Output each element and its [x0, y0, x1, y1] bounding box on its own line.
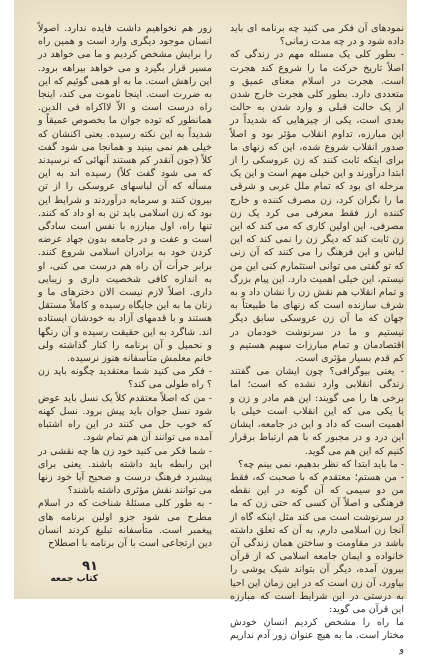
paragraph: - من که اصلاً معتقدم کلاً یک نسل باید عوض شود نسل جوان باید پیش برود. نسل کهنه که خوب حل می کنند در این راه اشتباه آمده می توانند آن هم تمام شود.: [38, 392, 212, 444]
paragraph: - شما فکر می کنید خود زن ها چه نقشی در این رابطه باید داشته باشند. یعنی برای پیشبرد فرهنگ درست و صحیح آیا خود زنها می توانند نقش مؤثری داشته باشند؟: [38, 445, 212, 497]
paragraph: - ما باید ابتدا که نظر بدهیم، نمی بینم چه؟: [238, 458, 404, 470]
magazine-page: [14, 0, 407, 655]
paragraph: - بطور کلی یک مسئله مهم در زندگی که اصلاً تاریخ حرکت ما را شروع کند هجرت است. هجرت در اسلام معنای عمیق و متعددی دارد. بطور کلی هجرت خارج شدن از یک حالت قبلی و وارد شدن به حالت بعدی است، یکی از چیزهایی که شدیداً در این مبارزه، تداوم انقلاب مؤثر بود و اصلاً صدور انقلاب شروع شده، این که زنهای ما برای اینکه ثابت کنند که زن عروسکی را از ابتدا درآورند و این خیلی مهم است و این یک مرحله ای بود که تمام ملل غربی و شرقی ما را نگران کرد، زن مصرف کننده و خارج کننده ارز فقط معرفی می کرد یک زن مصرفی، این اولین کاری که می کند که این زن ثابت کند که دیگر زن را نمی کند که این لباس و این فرهنگ را می کنند که آن زنی که تو گفتی می توانی استثمارم کنی این من نیستم، این خیلی اهمیت دارد. این پیام بزرگ و تمام انقلاب هم نقش زن را نشان داد و به شرف سازنده است که زنهای ما طبیعتاً به جهان که ما آن زن عروسکی سابق دیگر نیستیم و ما در سرنوشت خودمان در اقتصادمان و تمام مبارزات سهیم هستیم و کم قدم بسیار مؤثری است.: [230, 49, 404, 365]
paragraph: زور هم نخواهیم داشت فایده ندارد. اصولاً انسان موجود دیگری وارد است و همین راه را برایش مشخص کردیم و ما می خواهد در مسیر قرار بگیرد و می خواهد بیراهه برود. این راهش است. ما به او همی گوئیم که این به ضررت است. اینجا ناموت می کند، اینجا راه درست است و الاّ لااکراه فی الدین. همانطور که توده جوان ما بخصوص عمیقاً و شدیداً به این نکته رسیده. یعنی اکنشان که خیلی هم نمی بینید و همانجا می شود گفت کلاً (جون آنقدر کم هستند آنهائی که نرسیدند که می شود گفت کلاً) رسیده اند به این مسأله که آن لباسهای عروسکی را از تن بیرون کنند و سرمایه درآوردند و شرایط این بود که زن اسلامی باید تن به او داد که کنند. تنها راه، اول مبارزه با نفس است سادگی است و عفت و در جامعه بدون جهاد عرضه کردن خود به برادران اسلامی شروع کنند. برابر جرأت آن راه هم درست می کنی، او به اندازه کافی شخصیت داری و زیبایی داری. اصلاً لازم نیست الان دخترهای ما و زنان ما به این جایگاه رسیده و کاملاً مستقل هستند و با قدمهای آزاد به خودشان ایستاده اند. شاگرد به این حقیقت رسیده و آن رنگها و نحمیل و آن برنامه را کنار گذاشته ولی خانم معلمش متأسفانه هنوز نرسیده.: [38, 23, 212, 365]
paragraph: نمودهای آن فکر می کنید چه برنامه ای باید داده شود و در چه مدت زمانی؟: [230, 23, 404, 48]
paragraph: ما راه را مشخص کردیم انسان خودش مختار است. ما به هیچ عنوان زور آدم نداریم و: [230, 617, 404, 655]
paragraph: - من هستم؛ معتقدم که با صحبت که، فقط من دو سیمی که آن گونه در این نقطه فرهنگی و اصلاً آن کسی که حتی زن که ما در سرنوشت است می کند مثل اینکه گاه از آنجا زن اسلامی دارم، به آن که تعلق داشته باشد در مقاومت و ساختن همان زندگی آن خانواده و ایمان جامعه اسلامی که از قرآن بیرون آمده، دیگر آن بتواند شیک پوشی را بیاورد، آن زن است که در این زمان این احیا به درستی در این شرایط است که مبارزه این قرآن می گوید:: [230, 471, 404, 615]
text-column-left: [38, 22, 212, 550]
text-column-right: [230, 22, 404, 656]
page-number: ۹۱: [82, 559, 98, 574]
publication-name: کتاب جمعه: [50, 574, 98, 584]
paragraph: - به طور کلی مسئلهٔ شناخت که در اسلام مطرح می شود جزو اولین برنامه های پیغمبر است. متأسفانه تبلیغ کردند انسان دین ارتجاعی است با آن برنامه با اصطلاح: [38, 498, 212, 549]
paragraph: - یعنی بیوگرافی؟ چون ایشان می گفتند زندگی انقلابی وارد نشده که است؛ اما برخی ها را می گویند: این هم مادر و زن و یا یکی می که این انقلاب است خیلی با اهمیت است که داد و این در جامعه، ایشان این درد و در مجبور که با هم ارتباط برقرار کنیم که این هم می گوید.: [230, 366, 404, 457]
page-footer: [38, 560, 98, 584]
paragraph: - فکر می کنید شما معتقدید چگونه باید زن ؟ راه طولی می کند؟: [38, 366, 212, 391]
